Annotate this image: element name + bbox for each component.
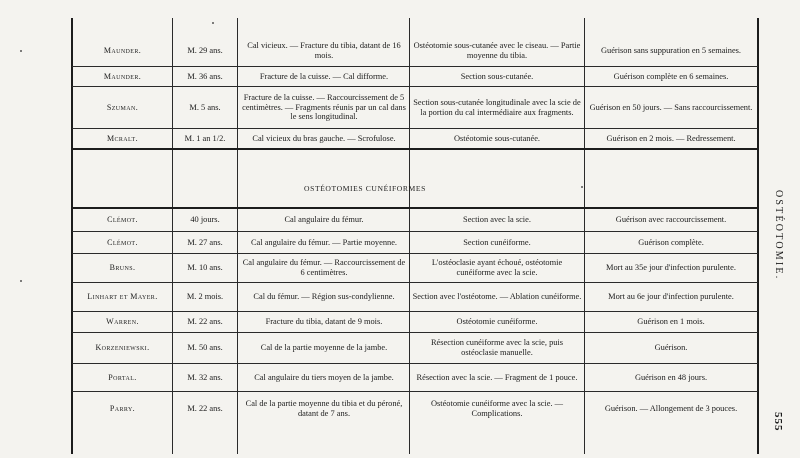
table-cell-operation: Section sous-cutanée longitudinale avec la scie de la portion du cal intermédiaire aux fragments. (413, 97, 581, 117)
table-cell-lesion: Fracture du tibia, datant de 9 mois. (265, 317, 383, 327)
scan-speck (20, 280, 22, 282)
table-cell-lesion: Cal angulaire du fémur. — Partie moyenne. (250, 237, 398, 247)
table-cell-operation: Ostéotomie sous-cutanée avec le ciseau. — Partie moyenne du tibia. (413, 41, 581, 60)
table-cell-age: M. 27 ans. (187, 237, 223, 247)
table-cell-lesion: Cal angulaire du fémur. (284, 215, 364, 225)
table-cell-operation: Résection avec la scie. — Fragment de 1 pouce. (416, 372, 578, 382)
table-cell-name: Warren. (106, 317, 139, 327)
table-cell-age: 40 jours. (190, 215, 220, 225)
page-number: 555 (772, 412, 784, 432)
table-cell-name: Linhart et Mayer. (87, 292, 158, 302)
table-cell-age: M. 1 an 1/2. (184, 133, 226, 143)
table-cell-lesion: Cal de la partie moyenne du tibia et du péroné, datant de 7 ans. (245, 399, 403, 418)
table-cell-result: Mort au 6e jour d'infection purulente. (608, 292, 734, 302)
table-cell-lesion: Cal de la partie moyenne de la jambe. (260, 343, 388, 353)
scan-speck (212, 22, 214, 24)
table-cell-age: M. 5 ans. (189, 102, 221, 112)
table-cell-name: Maunder. (103, 46, 142, 56)
table-cell-name: Mcralt. (106, 133, 139, 143)
table-cell-age: M. 22 ans. (187, 404, 223, 414)
table-cell-operation: Ostéotomie sous-cutanée. (453, 133, 541, 143)
table-cell-operation: Section avec la scie. (463, 215, 531, 225)
table-cell-age: M. 50 ans. (187, 343, 223, 353)
table-cell-result: Guérison. — Allongement de 3 pouces. (604, 404, 738, 414)
table-cell-result: Mort au 35e jour d'infection purulente. (606, 263, 736, 273)
table-cell-lesion: Cal vicieux. — Fracture du tibia, datant de 16 mois. (247, 41, 401, 60)
table-cell-age: M. 22 ans. (187, 317, 223, 327)
block-separator (72, 148, 758, 150)
table-cell-operation: Section cunéiforme. (463, 237, 531, 247)
table-cell-name: Portal. (108, 372, 137, 382)
table-cell-operation: Section sous-cutanée. (460, 71, 534, 81)
table-cell-result: Guérison en 48 jours. (634, 372, 708, 382)
table-cell-name: Korzeniewski. (95, 343, 150, 353)
table-cell-lesion: Fracture de la cuisse. — Cal difforme. (259, 71, 389, 81)
table-cell-name: Szuman. (106, 102, 139, 112)
table-cell-name: Clémot. (107, 215, 138, 225)
column-divider-operation (409, 18, 410, 454)
table-cell-result: Guérison en 2 mois. — Redressement. (606, 133, 736, 143)
table-cell-age: M. 29 ans. (187, 46, 223, 56)
table-cell-result: Guérison avec raccourcissement. (615, 215, 727, 225)
table-cell-result: Guérison complète. (638, 237, 704, 247)
column-divider-result (584, 18, 585, 454)
table-cell-result: Guérison en 1 mois. (637, 317, 705, 327)
table-cell-operation: Ostéotomie cunéiforme. (456, 317, 538, 327)
table-cell-lesion: Fracture de la cuisse. — Raccourcissement de 5 centimètres. — Fragments réunis par un cal dans le sens longitudinal. (242, 93, 406, 122)
table-cell-name: Parry. (109, 404, 136, 414)
running-title: OSTÉOTOMIE. (773, 190, 784, 281)
table-cell-operation: L'ostéoclasie ayant échoué, ostéotomie cunéiforme avec la scie. (431, 258, 563, 277)
table-cell-lesion: Cal angulaire du tiers moyen de la jambe. (254, 372, 394, 382)
table-cell-operation: Ostéotomie cunéiforme avec la scie. — Complications. (430, 399, 564, 418)
column-divider-lesion (237, 18, 238, 454)
scan-speck (581, 186, 583, 188)
table-cell-name: Clémot. (107, 237, 138, 247)
table-cell-result: Guérison sans suppuration en 5 semaines. (600, 46, 742, 56)
table-cell-age: M. 36 ans. (187, 71, 223, 81)
table-cell-age: M. 10 ans. (187, 263, 223, 273)
table-cell-name: Bruns. (109, 263, 136, 273)
table-cell-name: Maunder. (103, 71, 142, 81)
table-cell-operation: Section avec l'ostéotome. — Ablation cunéiforme. (412, 292, 582, 302)
section-title: OSTÉOTOMIES CUNÉIFORMES (304, 184, 426, 193)
table-cell-lesion: Cal du fémur. — Région sus-condylienne. (253, 292, 395, 302)
table-cell-result: Guérison complète en 6 semaines. (613, 71, 729, 81)
table-right-border (757, 18, 759, 454)
table-cell-result: Guérison. (654, 343, 688, 353)
table-cell-result: Guérison en 50 jours. — Sans raccourcissement. (589, 102, 753, 112)
table-cell-lesion: Cal angulaire du fémur. — Raccourcissement de 6 centimètres. (242, 258, 406, 277)
table-cell-lesion: Cal vicieux du bras gauche. — Scrofulose. (252, 133, 396, 143)
table-cell-age: M. 2 mois. (186, 292, 224, 302)
table-cell-age: M. 32 ans. (187, 372, 223, 382)
table-cell-operation: Résection cunéiforme avec la scie, puis ostéoclasie manuelle. (430, 338, 564, 357)
scan-speck (20, 50, 22, 52)
